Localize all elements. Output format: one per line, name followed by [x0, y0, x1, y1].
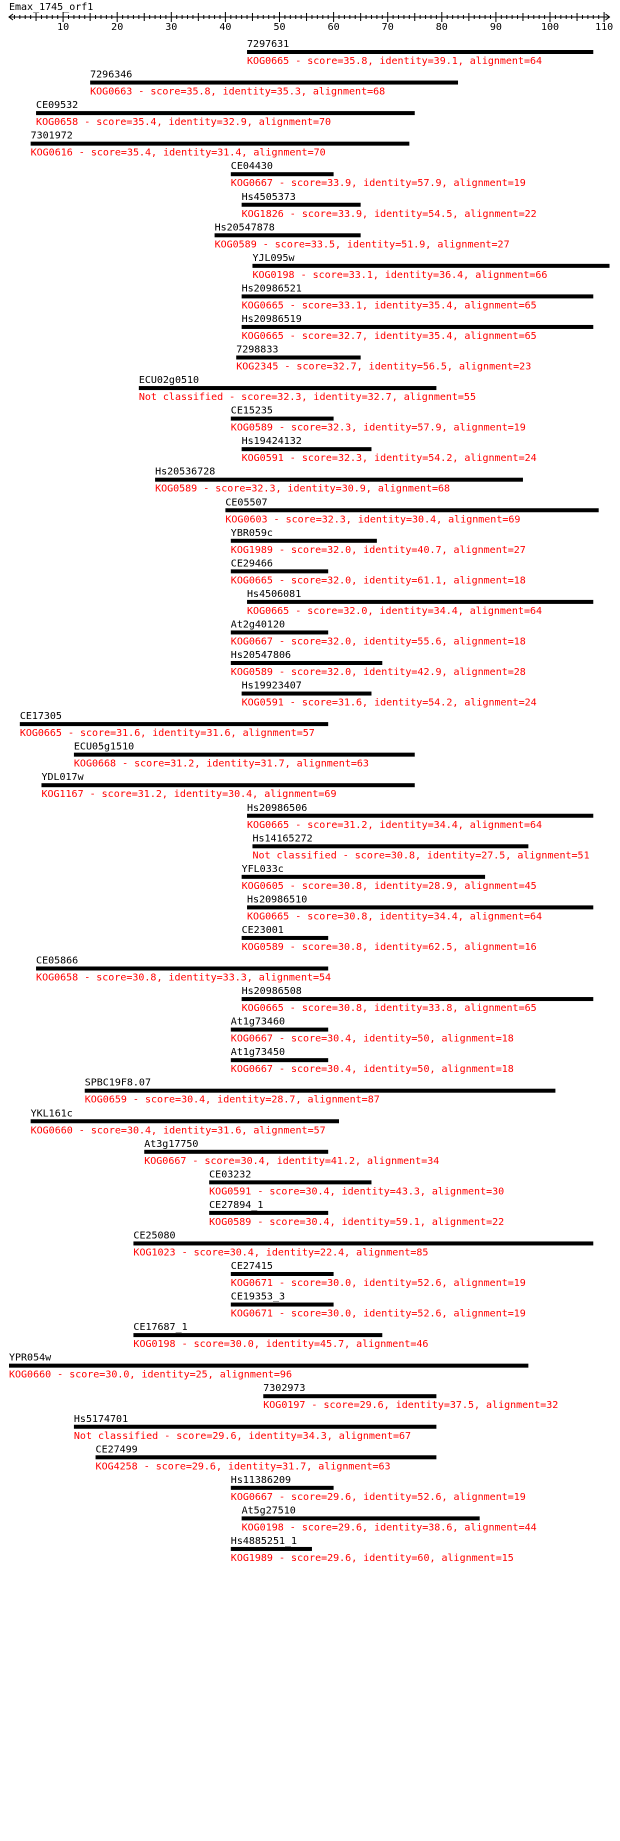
hit-description: KOG0659 - score=30.4, identity=28.7, alignment=87 — [84, 1094, 380, 1106]
hit-description: KOG0591 - score=32.3, identity=54.2, alignment=24 — [241, 453, 537, 465]
hit-description: KOG2345 - score=32.7, identity=56.5, alignment=23 — [236, 361, 532, 373]
hit-description: KOG0665 - score=32.0, identity=61.1, alignment=18 — [230, 575, 526, 587]
hit-description: Not classified - score=30.8, identity=27.5, alignment=51 — [252, 850, 590, 862]
hit-description: KOG0589 - score=32.0, identity=42.9, alignment=28 — [230, 667, 526, 678]
hit-description: KOG0616 - score=35.4, identity=31.4, alignment=70 — [30, 147, 326, 159]
hit-bar[interactable] — [36, 111, 415, 115]
hit-bar[interactable] — [242, 692, 372, 696]
hit-bar[interactable] — [242, 997, 594, 1001]
hit-bar[interactable] — [231, 539, 377, 543]
hit-name: CE05507 — [225, 497, 268, 509]
sequence-axis — [9, 12, 613, 33]
hit-bar[interactable] — [247, 50, 593, 54]
hit-name: At3g17750 — [144, 1138, 199, 1150]
hit-bar[interactable] — [231, 1058, 328, 1062]
hit-row[interactable] — [31, 1108, 339, 1136]
hit-row[interactable] — [242, 986, 594, 1014]
hit-name: Hs4885251_1 — [230, 1535, 298, 1547]
hit-row[interactable] — [242, 436, 537, 464]
hit-name: YJL095w — [252, 252, 295, 264]
hit-bar[interactable] — [133, 1333, 382, 1337]
hit-bar[interactable] — [41, 783, 414, 787]
hit-row[interactable] — [74, 742, 415, 770]
hit-bar[interactable] — [155, 478, 523, 482]
hit-name: CE19353_3 — [230, 1291, 285, 1303]
hit-description: KOG0667 - score=33.9, identity=57.9, alignment=19 — [230, 178, 526, 190]
hit-description: KOG0589 - score=33.5, identity=51.9, alignment=27 — [214, 239, 510, 251]
hit-bar[interactable] — [209, 1180, 371, 1184]
hit-row[interactable] — [231, 406, 526, 434]
hit-description: KOG0663 - score=35.8, identity=35.3, alignment=68 — [90, 86, 386, 98]
hit-name: Hs5174701 — [73, 1413, 129, 1425]
hit-name: CE04430 — [230, 161, 273, 173]
hit-row[interactable] — [96, 1444, 437, 1472]
hit-bar[interactable] — [231, 1028, 328, 1032]
tick-label: 20 — [111, 22, 124, 33]
hit-bar[interactable] — [90, 81, 458, 85]
hit-bar[interactable] — [96, 1455, 437, 1459]
hit-row[interactable] — [155, 467, 523, 495]
hit-name: At1g73460 — [230, 1016, 285, 1028]
hit-name: ECU05g1510 — [73, 741, 135, 753]
hit-bar[interactable] — [74, 1425, 436, 1429]
hit-bar[interactable] — [231, 1303, 334, 1307]
hit-name: Hs20986508 — [241, 986, 302, 998]
hit-row[interactable] — [236, 345, 531, 373]
hit-bar[interactable] — [242, 447, 372, 451]
hit-bar[interactable] — [242, 1516, 480, 1520]
hit-name: Hs19424132 — [241, 436, 302, 448]
hit-name: YFL033c — [241, 863, 284, 875]
sequence-title: Emax_1745_orf1 — [9, 2, 94, 13]
hit-name: SPBC19F8.07 — [84, 1077, 151, 1089]
hit-name: YBR059c — [230, 527, 273, 539]
hit-bar[interactable] — [236, 356, 360, 360]
hit-row[interactable] — [247, 589, 593, 617]
hit-description: Not classified - score=29.6, identity=34.3, alignment=67 — [73, 1430, 412, 1442]
tick-label: 70 — [381, 22, 394, 33]
hit-description: KOG0665 - score=30.8, identity=34.4, alignment=64 — [247, 911, 543, 923]
hit-row[interactable] — [36, 100, 415, 128]
tick-label: 40 — [219, 22, 232, 33]
hit-bar[interactable] — [242, 875, 485, 879]
hit-description: KOG0658 - score=35.4, identity=32.9, alignment=70 — [36, 117, 332, 129]
hit-name: CE23001 — [241, 924, 284, 936]
hit-name: Hs4506081 — [247, 588, 302, 600]
hit-bar[interactable] — [9, 1364, 528, 1368]
hit-row[interactable] — [74, 1414, 436, 1442]
hit-bar[interactable] — [231, 1486, 334, 1490]
hit-bar[interactable] — [263, 1394, 436, 1398]
hit-description: KOG0197 - score=29.6, identity=37.5, alignment=32 — [263, 1400, 559, 1412]
hit-bar[interactable] — [242, 294, 594, 298]
hit-name: 7298833 — [236, 344, 279, 356]
hit-description: KOG0668 - score=31.2, identity=31.7, alignment=63 — [73, 758, 369, 770]
hit-description: KOG0667 - score=30.4, identity=50, alignment=18 — [230, 1064, 514, 1076]
hit-name: Hs20547806 — [230, 650, 292, 661]
hit-description: KOG0198 - score=29.6, identity=38.6, alignment=44 — [241, 1522, 537, 1534]
hit-row[interactable] — [20, 711, 328, 739]
hit-bar[interactable] — [20, 722, 328, 726]
tick-label: 100 — [540, 22, 560, 33]
hit-description: KOG0665 - score=32.7, identity=35.4, alignment=65 — [241, 330, 537, 342]
hit-bar[interactable] — [231, 172, 334, 176]
hit-name: YKL161c — [30, 1108, 73, 1120]
hit-bar[interactable] — [144, 1150, 328, 1154]
tick-label: 110 — [595, 22, 614, 33]
hit-name: CE17687_1 — [133, 1322, 188, 1334]
hit-name: Hs20986510 — [247, 894, 308, 906]
hit-name: Hs14165272 — [252, 833, 313, 845]
hit-name: CE25080 — [133, 1230, 176, 1242]
hit-bar[interactable] — [242, 936, 329, 940]
hit-description: KOG0591 - score=30.4, identity=43.3, alignment=30 — [209, 1186, 505, 1198]
hit-description: KOG0605 - score=30.8, identity=28.9, alignment=45 — [241, 880, 537, 892]
hit-bar[interactable] — [231, 569, 328, 573]
hit-name: 7296346 — [90, 69, 133, 81]
hit-row[interactable] — [9, 1353, 528, 1381]
tick-label: 10 — [57, 22, 70, 33]
tick-label: 90 — [489, 22, 502, 33]
hit-row[interactable] — [231, 1475, 526, 1503]
hit-description: KOG0660 - score=30.0, identity=25, alignment=96 — [9, 1369, 292, 1381]
hit-description: KOG0665 - score=32.0, identity=34.4, alignment=64 — [247, 605, 543, 617]
hit-description: KOG0603 - score=32.3, identity=30.4, alignment=69 — [225, 514, 521, 526]
hit-row[interactable] — [231, 1292, 526, 1320]
hit-description: KOG0589 - score=30.8, identity=62.5, alignment=16 — [241, 941, 537, 953]
hit-description: KOG0589 - score=32.3, identity=57.9, alignment=19 — [230, 422, 526, 434]
hit-name: YPR054w — [9, 1352, 52, 1364]
hit-row[interactable] — [225, 497, 598, 525]
hit-bar[interactable] — [242, 325, 594, 329]
hit-name: Hs4505373 — [241, 191, 296, 203]
hit-description: KOG1023 - score=30.4, identity=22.4, alignment=85 — [133, 1247, 429, 1259]
hit-description: KOG0589 - score=32.3, identity=30.9, alignment=68 — [155, 483, 451, 495]
hit-row[interactable] — [242, 681, 537, 709]
hit-name: Hs11386209 — [230, 1474, 292, 1486]
hit-row[interactable] — [252, 833, 589, 861]
hit-row[interactable] — [231, 650, 526, 678]
hit-row[interactable] — [144, 1139, 439, 1167]
hit-bar[interactable] — [247, 814, 593, 818]
tick-label: 60 — [327, 22, 340, 33]
hit-row[interactable] — [231, 619, 526, 647]
hit-name: Hs20547878 — [214, 222, 275, 234]
hit-name: 7301972 — [30, 130, 73, 142]
hit-bar[interactable] — [231, 661, 382, 665]
hit-bar[interactable] — [231, 630, 328, 634]
hit-name: CE27415 — [230, 1261, 273, 1272]
hit-description: KOG0198 - score=33.1, identity=36.4, alignment=66 — [252, 269, 548, 281]
hit-bar[interactable] — [225, 508, 598, 512]
hit-bar[interactable] — [231, 1547, 312, 1551]
hit-description: KOG0589 - score=30.4, identity=59.1, alignment=22 — [209, 1216, 505, 1228]
tick-label: 50 — [273, 22, 286, 33]
hit-row[interactable] — [247, 39, 593, 67]
hit-bar[interactable] — [231, 1272, 334, 1276]
hit-name: ECU02g0510 — [138, 375, 200, 387]
hit-bar[interactable] — [31, 1119, 339, 1123]
hit-row[interactable] — [231, 558, 526, 586]
hit-row[interactable] — [133, 1322, 428, 1350]
hit-description: KOG1989 - score=29.6, identity=60, alignment=15 — [230, 1552, 514, 1564]
hit-description: KOG0665 - score=31.2, identity=34.4, alignment=64 — [247, 819, 543, 831]
hit-row[interactable] — [209, 1200, 504, 1228]
hit-list — [9, 39, 610, 1564]
hit-bar[interactable] — [247, 600, 593, 604]
hit-description: KOG0667 - score=30.4, identity=41.2, alignment=34 — [144, 1155, 440, 1167]
hit-row[interactable] — [231, 1047, 514, 1075]
hit-row[interactable] — [231, 528, 526, 556]
hit-bar[interactable] — [36, 967, 328, 971]
hit-description: KOG0665 - score=35.8, identity=39.1, alignment=64 — [247, 56, 543, 67]
hit-description: KOG0667 - score=29.6, identity=52.6, alignment=19 — [230, 1491, 526, 1503]
hit-bar[interactable] — [247, 905, 593, 909]
hit-description: KOG0660 - score=30.4, identity=31.6, alignment=57 — [30, 1125, 326, 1137]
hit-name: 7297631 — [247, 39, 290, 50]
hit-bar[interactable] — [74, 753, 415, 757]
hit-row[interactable] — [231, 1536, 514, 1564]
tick-label: 30 — [165, 22, 178, 33]
hit-row[interactable] — [90, 70, 458, 98]
hit-row[interactable] — [242, 1505, 537, 1533]
hit-name: CE09532 — [36, 100, 79, 112]
hit-row[interactable] — [247, 894, 593, 922]
hit-description: KOG0671 - score=30.0, identity=52.6, alignment=19 — [230, 1308, 526, 1320]
hit-description: KOG0658 - score=30.8, identity=33.3, alignment=54 — [36, 972, 332, 984]
hit-row[interactable] — [231, 1017, 514, 1045]
hit-name: Hs20986521 — [241, 283, 302, 295]
hit-name: YDL017w — [41, 772, 84, 784]
hit-description: KOG1826 - score=33.9, identity=54.5, alignment=22 — [241, 208, 537, 220]
hit-bar[interactable] — [215, 233, 361, 237]
hit-row[interactable] — [133, 1230, 593, 1258]
hit-name: 7302973 — [263, 1383, 306, 1395]
hit-name: CE27894_1 — [209, 1199, 264, 1211]
hit-description: KOG0667 - score=30.4, identity=50, alignment=18 — [230, 1033, 514, 1045]
hit-row[interactable] — [209, 1169, 504, 1197]
hit-name: At2g40120 — [230, 619, 285, 631]
hit-name: CE15235 — [230, 405, 273, 417]
hit-row[interactable] — [242, 925, 537, 953]
hit-row[interactable] — [231, 161, 526, 189]
hit-row[interactable] — [247, 803, 593, 831]
hit-bar[interactable] — [242, 203, 361, 207]
hit-bar[interactable] — [252, 264, 609, 268]
hit-bar[interactable] — [31, 142, 410, 146]
hit-bar[interactable] — [133, 1241, 593, 1245]
hit-name: CE17305 — [19, 711, 62, 723]
hit-name: CE05866 — [36, 955, 79, 967]
hit-row[interactable] — [252, 253, 609, 281]
hit-row[interactable] — [139, 375, 476, 403]
tick-label: 80 — [435, 22, 448, 33]
hit-name: Hs19923407 — [241, 680, 302, 692]
hit-description: KOG1989 - score=32.0, identity=40.7, alignment=27 — [230, 544, 526, 556]
hit-description: KOG0667 - score=32.0, identity=55.6, alignment=18 — [230, 636, 526, 648]
hit-name: CE29466 — [230, 558, 273, 570]
hit-row[interactable] — [36, 956, 331, 984]
hit-row[interactable] — [231, 1261, 526, 1289]
hit-bar[interactable] — [252, 844, 528, 848]
hit-description: KOG1167 - score=31.2, identity=30.4, alignment=69 — [41, 789, 337, 801]
hit-bar[interactable] — [85, 1089, 556, 1093]
hit-bar[interactable] — [139, 386, 437, 390]
hit-name: At5g27510 — [241, 1505, 296, 1517]
hit-description: KOG0665 - score=33.1, identity=35.4, alignment=65 — [241, 300, 537, 312]
hit-name: Hs20536728 — [155, 466, 216, 478]
hit-description: KOG0198 - score=30.0, identity=45.7, alignment=46 — [133, 1339, 429, 1351]
hit-row[interactable] — [85, 1078, 556, 1106]
hit-row[interactable] — [215, 222, 510, 250]
hit-row[interactable] — [263, 1383, 558, 1411]
hit-description: KOG0671 - score=30.0, identity=52.6, alignment=19 — [230, 1278, 526, 1289]
hit-description: Not classified - score=32.3, identity=32.7, alignment=55 — [138, 392, 476, 404]
hit-bar[interactable] — [209, 1211, 328, 1215]
hit-description: KOG0591 - score=31.6, identity=54.2, alignment=24 — [241, 697, 537, 709]
hit-description: KOG4258 - score=29.6, identity=31.7, alignment=63 — [95, 1461, 391, 1473]
hit-name: Hs20986506 — [247, 802, 308, 814]
hit-name: CE03232 — [209, 1169, 252, 1181]
hit-row[interactable] — [242, 314, 594, 342]
hit-bar[interactable] — [231, 417, 334, 421]
hit-row[interactable] — [242, 192, 537, 220]
hit-description: KOG0665 - score=30.8, identity=33.8, alignment=65 — [241, 1003, 537, 1015]
hit-row[interactable] — [242, 283, 594, 311]
hit-name: CE27499 — [95, 1444, 138, 1456]
hit-row[interactable] — [242, 864, 537, 892]
hit-description: KOG0665 - score=31.6, identity=31.6, alignment=57 — [19, 728, 315, 740]
hit-row[interactable] — [41, 772, 414, 800]
hit-row[interactable] — [31, 131, 410, 159]
hit-name: At1g73450 — [230, 1047, 285, 1059]
hit-name: Hs20986519 — [241, 313, 302, 325]
